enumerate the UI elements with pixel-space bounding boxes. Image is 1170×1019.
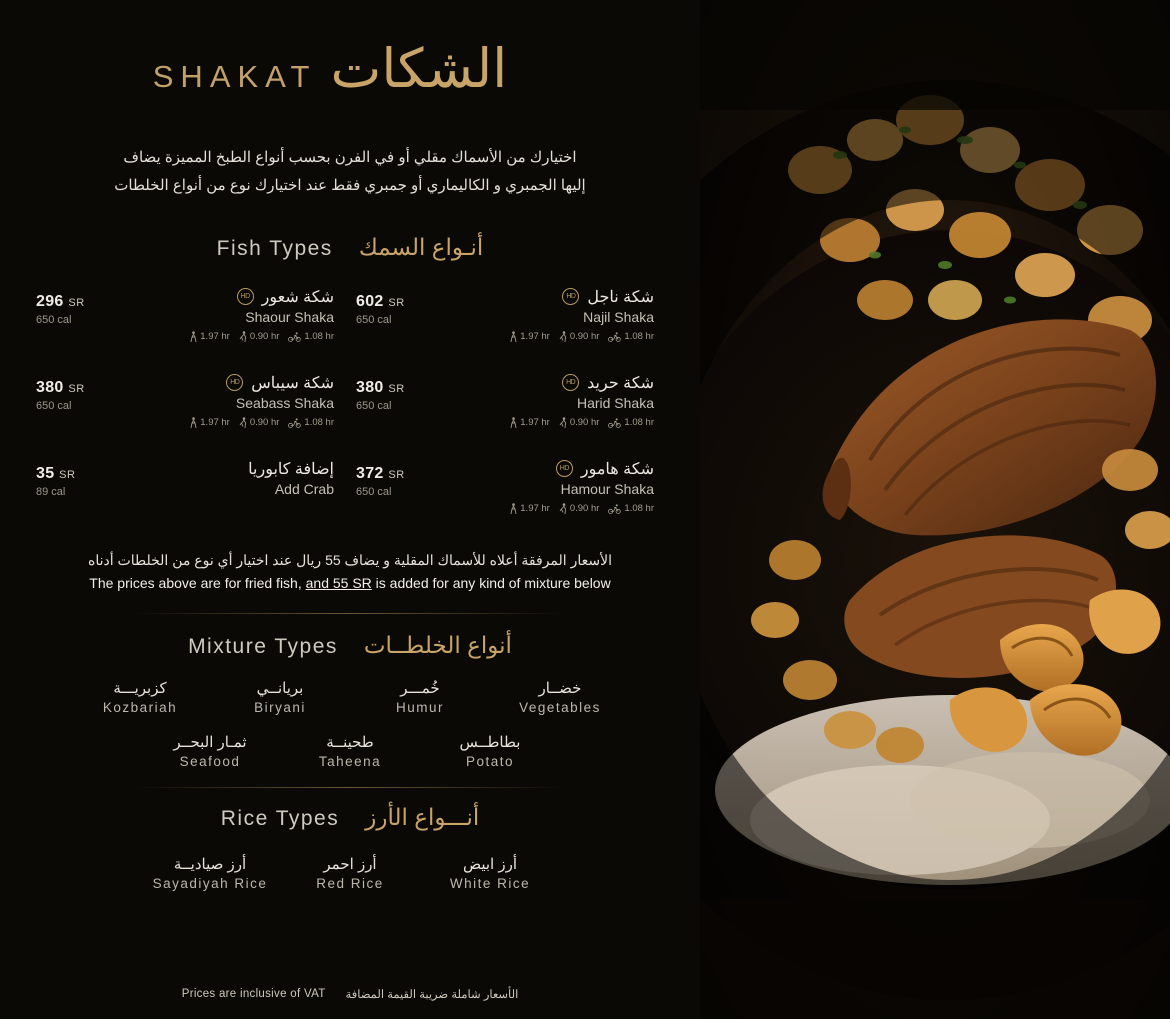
item-currency: SR bbox=[59, 468, 76, 481]
activity-bike-value: 1.08 hr bbox=[304, 417, 334, 428]
hd-badge-icon: HD bbox=[562, 374, 579, 391]
mixture-option[interactable] bbox=[210, 679, 350, 715]
rice-row bbox=[0, 855, 700, 891]
activity-run-value: 0.90 hr bbox=[569, 331, 600, 342]
item-calories: 650 cal bbox=[36, 399, 72, 412]
item-details bbox=[138, 459, 350, 497]
section-heading-rice-en: Rice Types bbox=[220, 807, 340, 831]
item-name-ar: شكة سيباس bbox=[251, 374, 334, 392]
hd-badge-icon: HD bbox=[226, 374, 243, 391]
option-name-en: Vegetables bbox=[519, 700, 601, 716]
activity-run bbox=[239, 331, 280, 343]
section-heading-rice-ar: أنـــواع الأرز bbox=[365, 804, 480, 831]
vat-footer bbox=[0, 987, 700, 1001]
option-name-en: Sayadiyah Rice bbox=[152, 876, 268, 892]
mixture-row-2 bbox=[0, 733, 700, 769]
run-icon bbox=[559, 417, 567, 429]
item-calories: 650 cal bbox=[356, 485, 392, 498]
brand-logo bbox=[0, 39, 660, 99]
rice-option[interactable] bbox=[280, 855, 420, 891]
rice-option[interactable] bbox=[420, 855, 560, 891]
price-block bbox=[36, 373, 128, 412]
price-block bbox=[36, 287, 128, 326]
bike-icon bbox=[608, 418, 621, 428]
price-block bbox=[356, 373, 448, 412]
option-name-ar: أرز احمر bbox=[323, 856, 377, 874]
activity-walk bbox=[190, 417, 230, 429]
activity-run-value: 0.90 hr bbox=[249, 331, 280, 342]
notice-en-underline: and 55 SR bbox=[305, 575, 372, 592]
activity-walk bbox=[510, 503, 550, 515]
item-name-en: Hamour Shaka bbox=[560, 480, 654, 497]
notice-en-before: The prices above are for fried fish, bbox=[89, 575, 306, 592]
activity-row bbox=[458, 503, 654, 515]
item-details bbox=[138, 287, 350, 343]
option-name-en: Biryani bbox=[254, 700, 306, 716]
item-currency: SR bbox=[388, 296, 405, 309]
walk-icon bbox=[510, 503, 517, 515]
item-price: 380 bbox=[356, 378, 384, 396]
menu-item[interactable] bbox=[350, 373, 670, 429]
brand-name-en: SHAKAT bbox=[152, 59, 317, 94]
item-name-en: Najil Shaka bbox=[583, 308, 654, 325]
activity-bike-value: 1.08 hr bbox=[624, 331, 654, 342]
item-details bbox=[458, 287, 670, 343]
item-calories: 89 cal bbox=[36, 485, 66, 498]
activity-run-value: 0.90 hr bbox=[569, 503, 600, 514]
activity-bike bbox=[288, 331, 334, 343]
activity-row bbox=[138, 331, 334, 343]
section-heading-rice bbox=[0, 804, 700, 831]
option-name-en: Red Rice bbox=[316, 876, 384, 892]
run-icon bbox=[559, 331, 567, 343]
item-name-ar: شكة حريد bbox=[587, 374, 654, 392]
item-currency: SR bbox=[388, 382, 405, 395]
divider-bottom bbox=[135, 787, 565, 788]
activity-row bbox=[138, 417, 334, 429]
bike-icon bbox=[288, 332, 301, 342]
notice-en-after: is added for any kind of mixture below bbox=[371, 575, 611, 592]
section-heading-mixture-ar: أنواع الخلطــات bbox=[363, 632, 512, 659]
walk-icon bbox=[190, 417, 197, 429]
item-price: 602 bbox=[356, 292, 384, 310]
option-name-en: Potato bbox=[465, 754, 515, 770]
price-notice-en bbox=[45, 575, 655, 591]
item-name-ar: شكة هامور bbox=[580, 460, 654, 478]
activity-bike-value: 1.08 hr bbox=[624, 417, 654, 428]
item-price: 35 bbox=[36, 464, 55, 482]
walk-icon bbox=[510, 417, 517, 429]
option-name-ar: خُمـــر bbox=[400, 680, 440, 698]
rice-option[interactable] bbox=[140, 855, 280, 891]
seafood-platter-photo bbox=[700, 0, 1170, 1019]
activity-walk bbox=[510, 417, 550, 429]
vat-footer-ar: الأسعار شاملة ضريبة القيمة المضافة bbox=[345, 989, 519, 1001]
run-icon bbox=[559, 503, 567, 515]
bike-icon bbox=[608, 504, 621, 514]
section-heading-mixture-en: Mixture Types bbox=[188, 635, 338, 659]
hd-badge-icon: HD bbox=[562, 288, 579, 305]
mixture-option[interactable] bbox=[420, 733, 560, 769]
item-currency: SR bbox=[388, 468, 405, 481]
option-name-en: Seafood bbox=[179, 754, 241, 770]
menu-item[interactable] bbox=[350, 459, 670, 515]
activity-walk-value: 1.97 hr bbox=[200, 331, 230, 342]
price-notice-ar: الأسعار المرفقة أعلاه للأسماك المقلية و يضاف 55 ريال عند اختيار أي نوع من الخلطات أدناه bbox=[88, 551, 612, 568]
mixture-option[interactable] bbox=[70, 679, 210, 715]
activity-walk-value: 1.97 hr bbox=[520, 503, 550, 514]
intro-paragraph bbox=[70, 144, 630, 200]
item-name-en: Seabass Shaka bbox=[235, 394, 334, 411]
intro-line-1: اختيارك من الأسماك مقلي أو في الفرن بحسب أنواع الطبخ المميزة يضاف bbox=[123, 149, 577, 166]
activity-run bbox=[559, 417, 600, 429]
activity-walk-value: 1.97 hr bbox=[520, 331, 550, 342]
activity-bike-value: 1.08 hr bbox=[304, 331, 334, 342]
option-name-ar: أرز صياديــة bbox=[173, 856, 247, 874]
item-name-ar: شكة ناجل bbox=[587, 288, 654, 306]
price-block bbox=[356, 287, 448, 326]
menu-item[interactable] bbox=[30, 287, 350, 343]
option-name-en: White Rice bbox=[449, 876, 531, 892]
activity-bike bbox=[608, 417, 654, 429]
hd-badge-icon: HD bbox=[237, 288, 254, 305]
item-details bbox=[458, 459, 670, 515]
activity-bike bbox=[608, 503, 654, 515]
option-name-ar: أرز ابيض bbox=[462, 856, 518, 874]
option-name-ar: بطاطــس bbox=[459, 734, 521, 752]
item-name-en: Harid Shaka bbox=[576, 394, 654, 411]
vat-footer-en: Prices are inclusive of VAT bbox=[181, 988, 326, 1000]
menu-item[interactable] bbox=[30, 459, 350, 515]
activity-bike bbox=[608, 331, 654, 343]
section-heading-fish-en: Fish Types bbox=[216, 236, 333, 260]
activity-run-value: 0.90 hr bbox=[249, 417, 280, 428]
item-name-en: Shaour Shaka bbox=[245, 308, 334, 325]
run-icon bbox=[239, 417, 247, 429]
item-currency: SR bbox=[68, 382, 85, 395]
activity-bike-value: 1.08 hr bbox=[624, 503, 654, 514]
item-price: 380 bbox=[36, 378, 64, 396]
activity-walk-value: 1.97 hr bbox=[200, 417, 230, 428]
option-name-en: Taheena bbox=[318, 754, 382, 770]
mixture-row-1 bbox=[0, 679, 700, 715]
section-heading-fish bbox=[0, 234, 700, 261]
section-heading-fish-ar: أنـواع السمك bbox=[358, 233, 484, 260]
item-price: 296 bbox=[36, 292, 64, 310]
item-details bbox=[138, 373, 350, 429]
brand-name-ar: الشكات bbox=[330, 39, 508, 99]
item-calories: 650 cal bbox=[356, 313, 392, 326]
activity-run bbox=[559, 503, 600, 515]
activity-bike bbox=[288, 417, 334, 429]
run-icon bbox=[239, 331, 247, 343]
mixture-option[interactable] bbox=[140, 733, 280, 769]
divider-top bbox=[135, 613, 565, 614]
option-name-ar: طحينــة bbox=[326, 734, 374, 752]
option-name-ar: خضــار bbox=[538, 680, 582, 698]
price-block bbox=[356, 459, 448, 498]
activity-run bbox=[239, 417, 280, 429]
option-name-ar: بريانــي bbox=[256, 680, 304, 698]
hd-badge-icon: HD bbox=[556, 460, 573, 477]
item-currency: SR bbox=[68, 296, 85, 309]
activity-walk-value: 1.97 hr bbox=[520, 417, 550, 428]
activity-walk bbox=[510, 331, 550, 343]
activity-row bbox=[458, 331, 654, 343]
activity-walk bbox=[190, 331, 230, 343]
option-name-en: Humur bbox=[395, 700, 444, 716]
mixture-option[interactable] bbox=[490, 679, 630, 715]
bike-icon bbox=[608, 332, 621, 342]
activity-run-value: 0.90 hr bbox=[569, 417, 600, 428]
item-name-en: Add Crab bbox=[274, 480, 334, 497]
option-name-ar: كزبريـــة bbox=[113, 680, 167, 698]
section-heading-mixture bbox=[0, 632, 700, 659]
item-details bbox=[458, 373, 670, 429]
activity-run bbox=[559, 331, 600, 343]
photo-illustration bbox=[700, 0, 1170, 1019]
option-name-ar: ثمـار البحــر bbox=[173, 734, 247, 752]
fish-items-grid bbox=[30, 287, 670, 515]
intro-line-2: إليها الجمبري و الكاليماري أو جمبري فقط عند اختيارك نوع من أنواع الخلطات bbox=[114, 176, 586, 194]
mixture-option[interactable] bbox=[350, 679, 490, 715]
option-name-en: Kozbariah bbox=[102, 700, 178, 716]
item-calories: 650 cal bbox=[356, 399, 392, 412]
menu-item[interactable] bbox=[30, 373, 350, 429]
bike-icon bbox=[288, 418, 301, 428]
menu-item[interactable] bbox=[350, 287, 670, 343]
item-calories: 650 cal bbox=[36, 313, 72, 326]
item-price: 372 bbox=[356, 464, 384, 482]
item-name-ar: شكة شعور bbox=[261, 288, 334, 306]
price-block bbox=[36, 459, 128, 498]
item-name-ar: إضافة كابوريا bbox=[248, 460, 334, 478]
price-notice bbox=[45, 549, 655, 592]
walk-icon bbox=[510, 331, 517, 343]
activity-row bbox=[458, 417, 654, 429]
mixture-option[interactable] bbox=[280, 733, 420, 769]
walk-icon bbox=[190, 331, 197, 343]
